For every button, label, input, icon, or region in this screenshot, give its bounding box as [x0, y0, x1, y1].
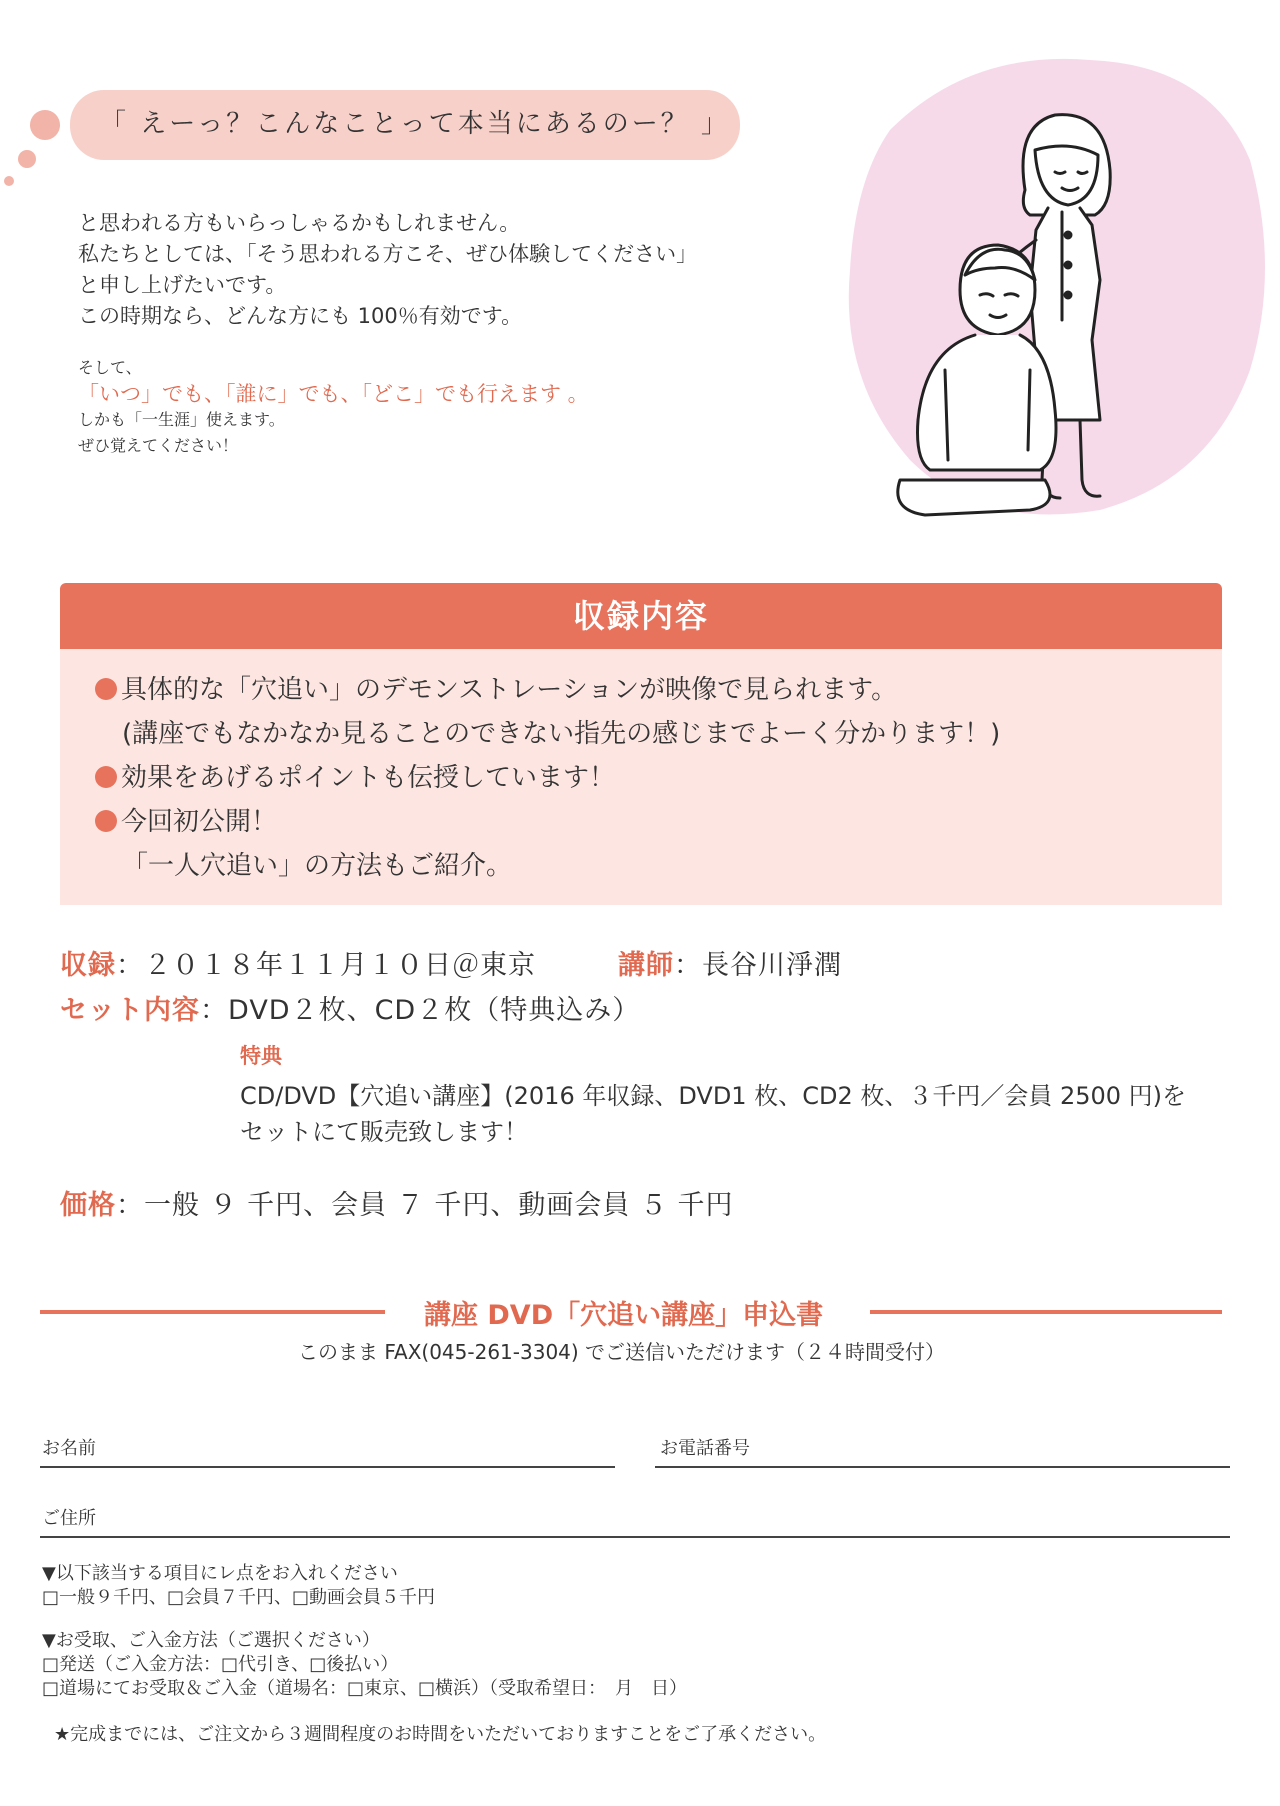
- phone-field[interactable]: [655, 1466, 1230, 1468]
- address-field[interactable]: [40, 1536, 1230, 1538]
- intro-line-4: この時期なら、どんな方にも 100％有効です。: [78, 304, 523, 328]
- method-ship[interactable]: □発送（ご入金方法：□代引き、□後払い）: [42, 1654, 399, 1675]
- completion-note: ★完成までには、ご注文から３週間程度のお時間をいただいておりますことをご了承ください。: [54, 1724, 827, 1745]
- intro-line-2: 私たちとしては、「そう思われる方こそ、ぜひ体験してください」: [78, 242, 698, 266]
- man-legs: [898, 480, 1050, 515]
- teacher-info: [618, 943, 842, 982]
- bubble-text: 「 えーっ？こんなことって本当にあるのー？ 」: [100, 109, 730, 139]
- bubble-dot-large: [30, 110, 60, 140]
- set-info: [60, 988, 640, 1027]
- price-value: ：一般 ９ 千円、会員 ７ 千円、動画会員 ５ 千円: [116, 1190, 734, 1221]
- intro-line-1: と思われる方もいらっしゃるかもしれません。: [78, 211, 521, 235]
- set-label: セット内容: [60, 995, 200, 1026]
- teacher-value: ：長谷川淨潤: [674, 950, 842, 981]
- form-rule-right: [870, 1310, 1222, 1314]
- bonus-label: 特典: [240, 1044, 282, 1068]
- check-options[interactable]: □一般９千円、□会員７千円、□動画会員５千円: [42, 1587, 436, 1608]
- teacher-label: 講師: [618, 950, 674, 981]
- contents-bullet-1: [95, 668, 897, 712]
- record-info: [60, 943, 536, 982]
- method-dojo[interactable]: □道場にてお受取＆ご入金（道場名：□東京、□横浜）（受取希望日： 月 日）: [42, 1678, 688, 1699]
- massage-illustration: [830, 40, 1270, 540]
- bubble-dot-medium: [18, 150, 36, 168]
- record-label: 収録: [60, 950, 116, 981]
- bonus-line-2: セットにて販売致します！: [240, 1118, 528, 1146]
- address-label: ご住所: [42, 1508, 96, 1529]
- bubble-dot-small: [4, 176, 14, 186]
- form-subtitle: このまま FAX(045-261-3304) でご送信いただけます（２４時間受付）: [298, 1340, 946, 1364]
- intro-line-lifetime: しかも「一生涯」使えます。: [78, 410, 285, 429]
- bullet-dot: [95, 810, 117, 832]
- contents-bullet-1-sub: (講座でもなかなか見ることのできない指先の感じまでよーく分かります！): [122, 719, 1001, 749]
- bullet-2-text: 効果をあげるポイントも伝授しています！: [121, 763, 616, 793]
- contents-bullet-3-sub: 「一人穴追い」の方法もご紹介。: [122, 851, 513, 881]
- bonus-line-1: CD/DVD【穴追い講座】(2016 年収録、DVD1 枚、CD2 枚、３千円／会員 2500 円)を: [240, 1082, 1187, 1110]
- set-value: ：DVD２枚、CD２枚（特典込み）: [200, 995, 641, 1026]
- name-label: お名前: [42, 1438, 96, 1459]
- intro-lead: そして、: [78, 358, 142, 377]
- intro-line-3: と申し上げたいです。: [78, 273, 287, 297]
- phone-label: お電話番号: [660, 1438, 750, 1459]
- name-field[interactable]: [40, 1466, 615, 1468]
- check-heading: ▼以下該当する項目にレ点をお入れください: [42, 1563, 398, 1584]
- bullet-1-text: 具体的な「穴追い」のデモンストレーションが映像で見られます。: [121, 675, 898, 705]
- form-rule-left: [40, 1310, 385, 1314]
- intro-line-remember: ぜひ覚えてください！: [78, 436, 239, 455]
- price-label: 価格: [60, 1190, 116, 1221]
- record-value: ：２０１８年１１月１０日＠東京: [116, 950, 536, 981]
- intro-text-2: [78, 355, 589, 459]
- intro-highlight: 「いつ」でも、「誰に」でも、「どこ」でも行えます 。: [78, 382, 589, 406]
- form-title: 講座 DVD「穴追い講座」申込書: [424, 1300, 824, 1331]
- contents-bullet-2: [95, 756, 615, 800]
- bullet-dot: [95, 766, 117, 788]
- intro-text: [78, 208, 697, 332]
- bullet-dot: [95, 678, 117, 700]
- contents-heading: 収録内容: [60, 583, 1222, 649]
- price-info: [60, 1183, 734, 1222]
- contents-bullet-3: [95, 800, 277, 844]
- method-heading: ▼お受取、ご入金方法（ご選択ください）: [42, 1630, 380, 1651]
- bullet-3-text: 今回初公開！: [121, 807, 278, 837]
